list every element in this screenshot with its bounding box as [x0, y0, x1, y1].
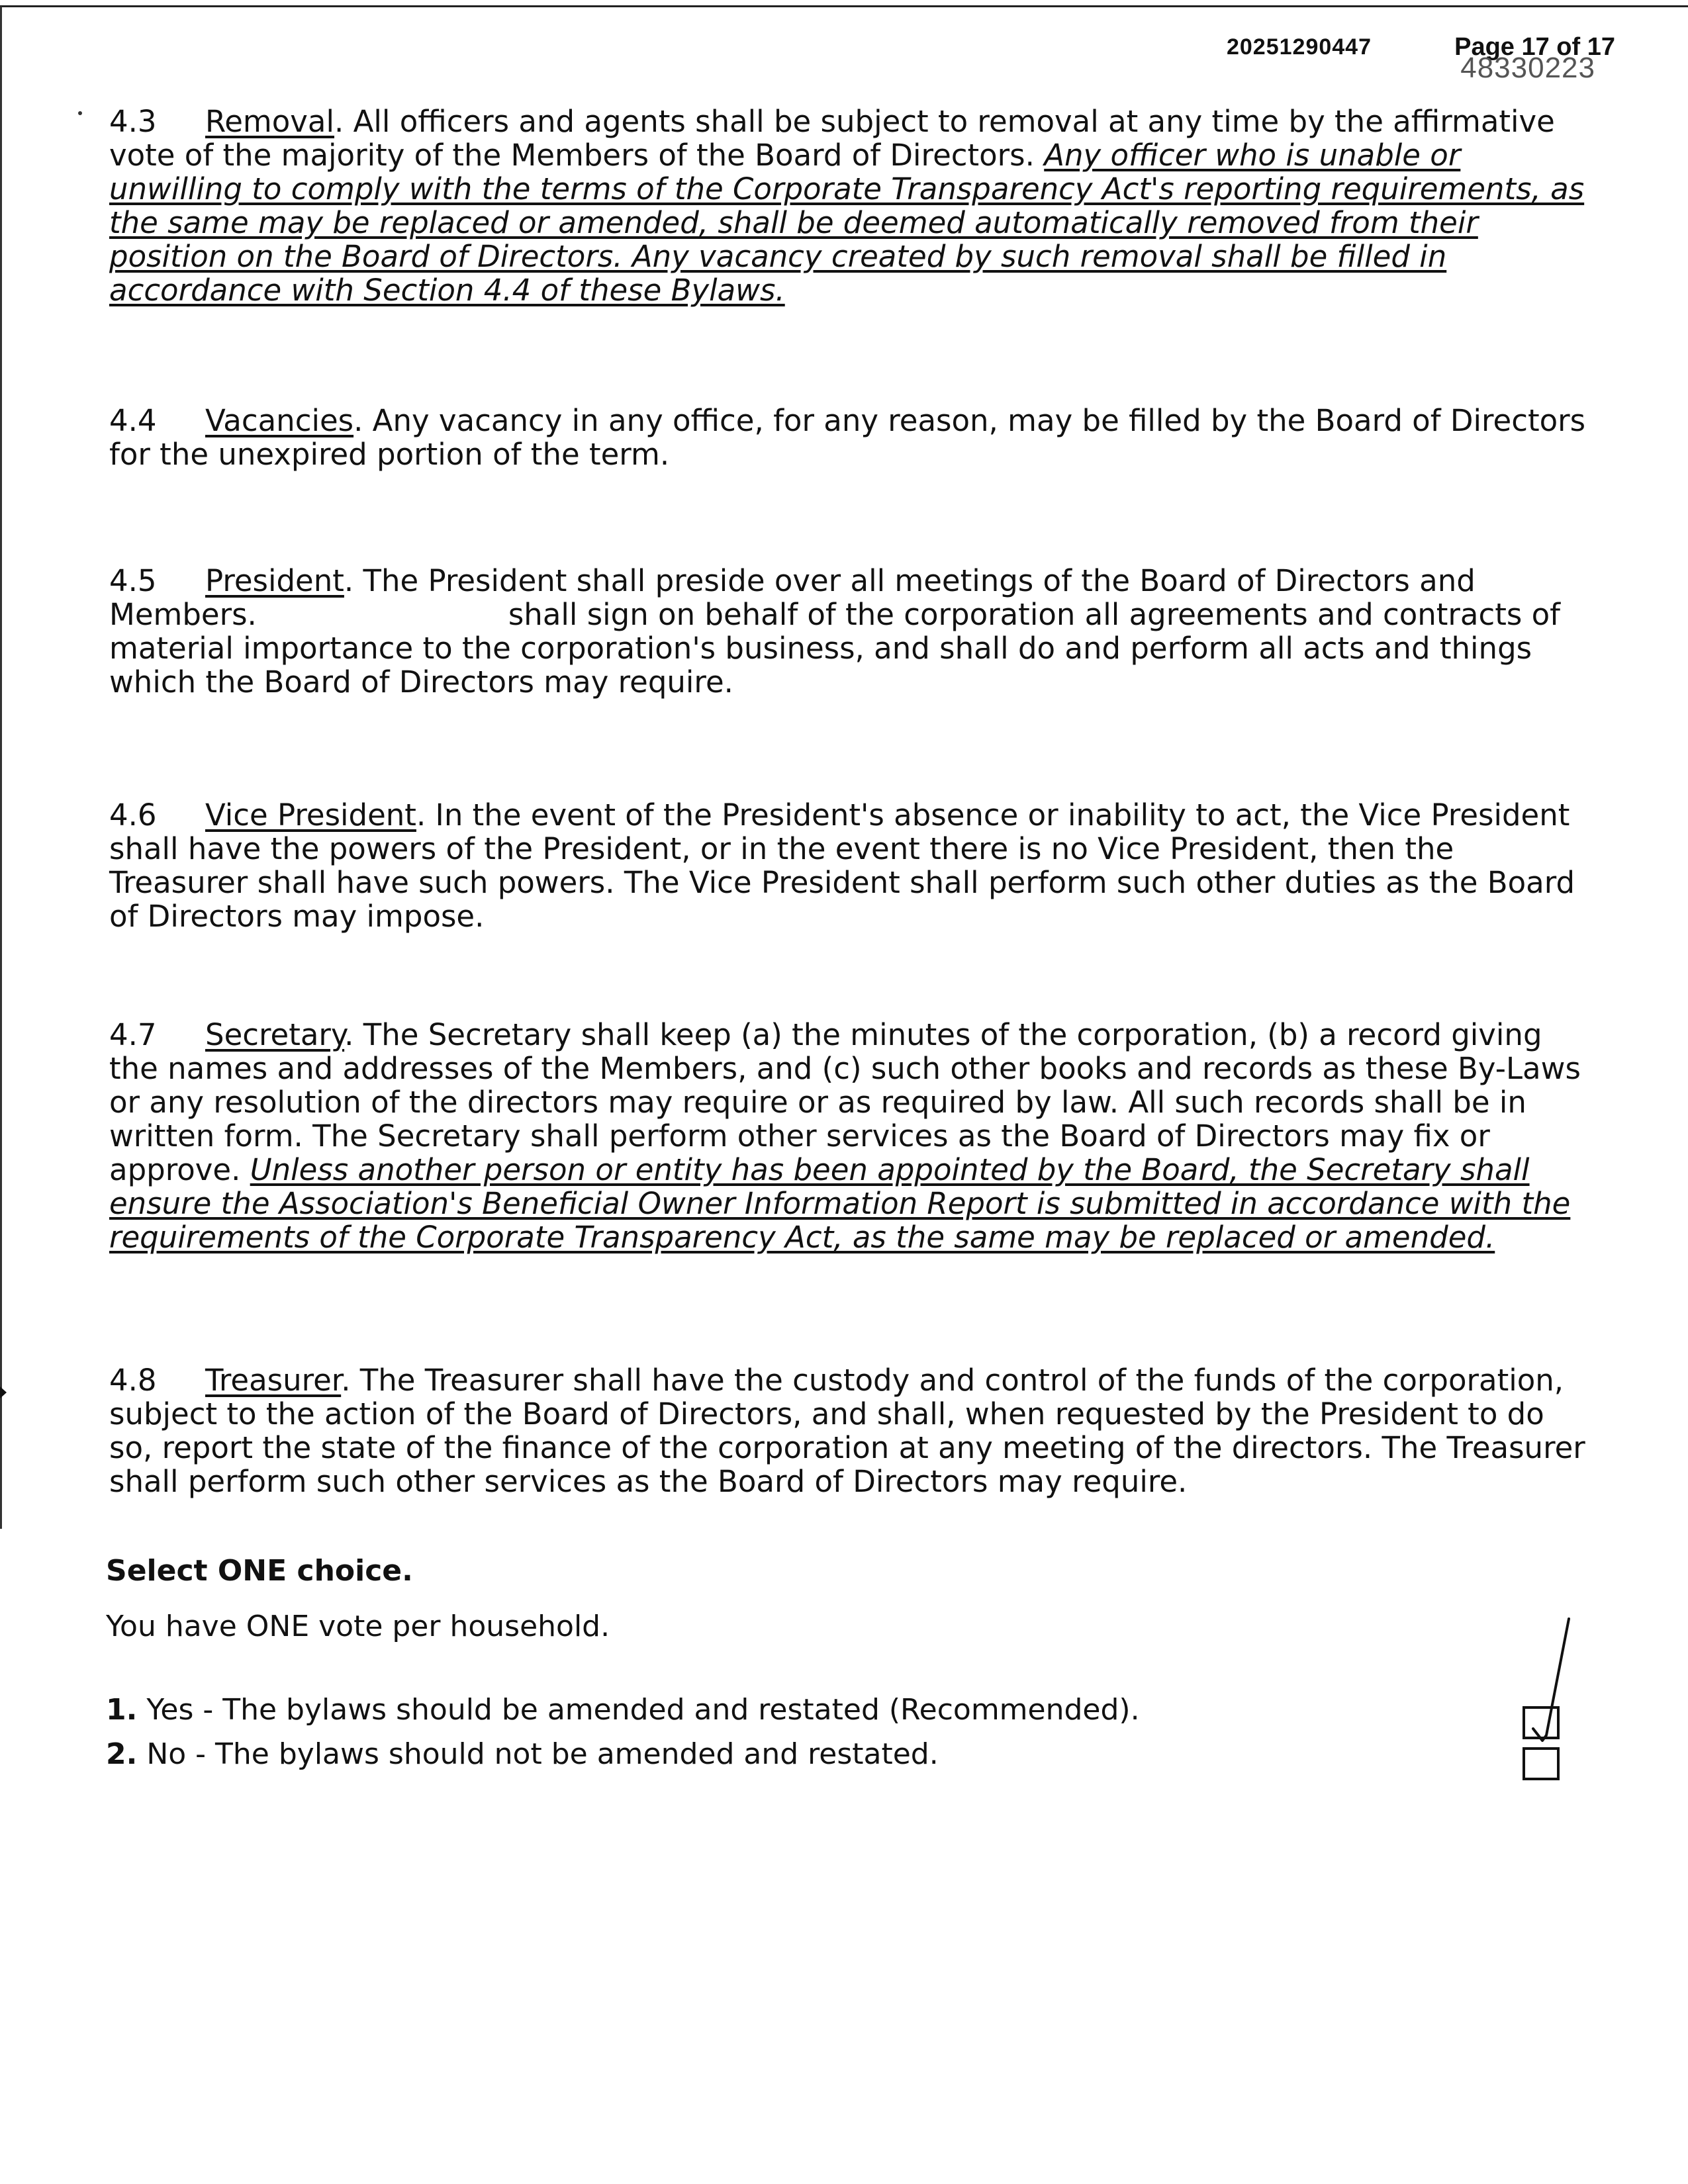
- section-text: . The Treasurer shall have the custody and control of the funds of the corporation, subject to the action of the Board of Directors, and shall, when requested by the President to do so, report the state of the finance of the corporation at any meeting of the directors. The Treasurer shall perform such other services as the Board of Directors may require.: [109, 1363, 1585, 1499]
- section-4-3: [109, 105, 1592, 307]
- scan-top-border: [0, 5, 1688, 7]
- page-header: [1152, 32, 1615, 85]
- section-title: Treasurer: [205, 1363, 342, 1398]
- section-title: Vacancies: [205, 403, 354, 438]
- document-number: 20251290447: [1226, 34, 1372, 60]
- section-text: . In the event of the President's absence or inability to act, the Vice President shall have the powers of the President, or in the event there is no Vice President, then the Treasurer shall have such powers. The Vice President shall perform such other duties as the Board of Directors may impose.: [109, 797, 1575, 934]
- scan-speck: [78, 111, 82, 115]
- scan-edge-marker: [0, 1387, 7, 1398]
- recording-stamp-number: 48330223: [1460, 52, 1595, 84]
- section-title: Removal: [205, 104, 335, 139]
- section-4-7: [109, 1018, 1592, 1254]
- section-4-4: [109, 404, 1592, 471]
- section-number: 4.3: [109, 104, 157, 139]
- section-amendment: Any officer who is unable or unwilling to comply with the terms of the Corporate Transparency Act's reporting requirements, as the same may be replaced or amended, shall be deemed automatically removed from their position on the Board of Directors. Any vacancy created by such removal shall be filled in accordance with Section 4.4 of these Bylaws.: [109, 138, 1585, 308]
- scan-left-border: [0, 7, 2, 1529]
- section-number: 4.5: [109, 563, 157, 598]
- section-title: Secretary: [205, 1017, 345, 1052]
- section-text: . All officers and agents shall be subject to removal at any time by the affirmative vote of the majority of the Members of the Board of Directors.: [109, 104, 1555, 173]
- ballot-heading: Select ONE choice.: [106, 1554, 413, 1588]
- checkbox-no[interactable]: [1523, 1747, 1560, 1780]
- section-number: 4.6: [109, 797, 157, 833]
- option-label: No - The bylaws should not be amended and restated.: [146, 1737, 939, 1771]
- ballot-note: You have ONE vote per household.: [106, 1610, 610, 1643]
- section-text: . Any vacancy in any office, for any reason, may be filled by the Board of Directors for the unexpired portion of the term.: [109, 403, 1586, 472]
- section-title: Vice President: [205, 797, 416, 833]
- option-number: 1.: [106, 1693, 138, 1727]
- option-label: Yes - The bylaws should be amended and restated (Recommended).: [146, 1693, 1140, 1727]
- section-amendment: Unless another person or entity has been appointed by the Board, the Secretary shall ensure the Association's Beneficial Owner Information Report is submitted in accordance with the requirements of the Corporate Transparency Act, as the same may be replaced or amended.: [109, 1152, 1571, 1255]
- section-title: President: [205, 563, 344, 598]
- ballot-option-yes: [106, 1693, 1589, 1727]
- section-text: . The Secretary shall keep (a) the minutes of the corporation, (b) a record giving the names and addresses of the Members, and (c) such other books and records as these By-Laws or any resolution of the directors may require or as required by law. All such records shall be in written form. The Secretary shall perform other services as the Board of Directors may fix or approve.: [109, 1017, 1581, 1187]
- section-number: 4.8: [109, 1363, 157, 1398]
- section-text: . The President shall preside over all meetings of the Board of Directors and Members.: [109, 563, 1476, 632]
- section-4-6: [109, 798, 1592, 933]
- handwritten-checkmark-icon: [1520, 1615, 1573, 1747]
- section-text-continued: shall sign on behalf of the corporation all agreements and contracts of material importance to the corporation's business, and shall do and perform all acts and things which the Board of Directors may require.: [109, 597, 1561, 700]
- section-4-5: [109, 564, 1592, 699]
- section-4-8: [109, 1363, 1592, 1498]
- ballot-option-no: [106, 1737, 1589, 1771]
- section-number: 4.7: [109, 1017, 157, 1052]
- section-number: 4.4: [109, 403, 157, 438]
- page-count: Page 17 of 17: [1454, 33, 1615, 61]
- option-number: 2.: [106, 1737, 138, 1771]
